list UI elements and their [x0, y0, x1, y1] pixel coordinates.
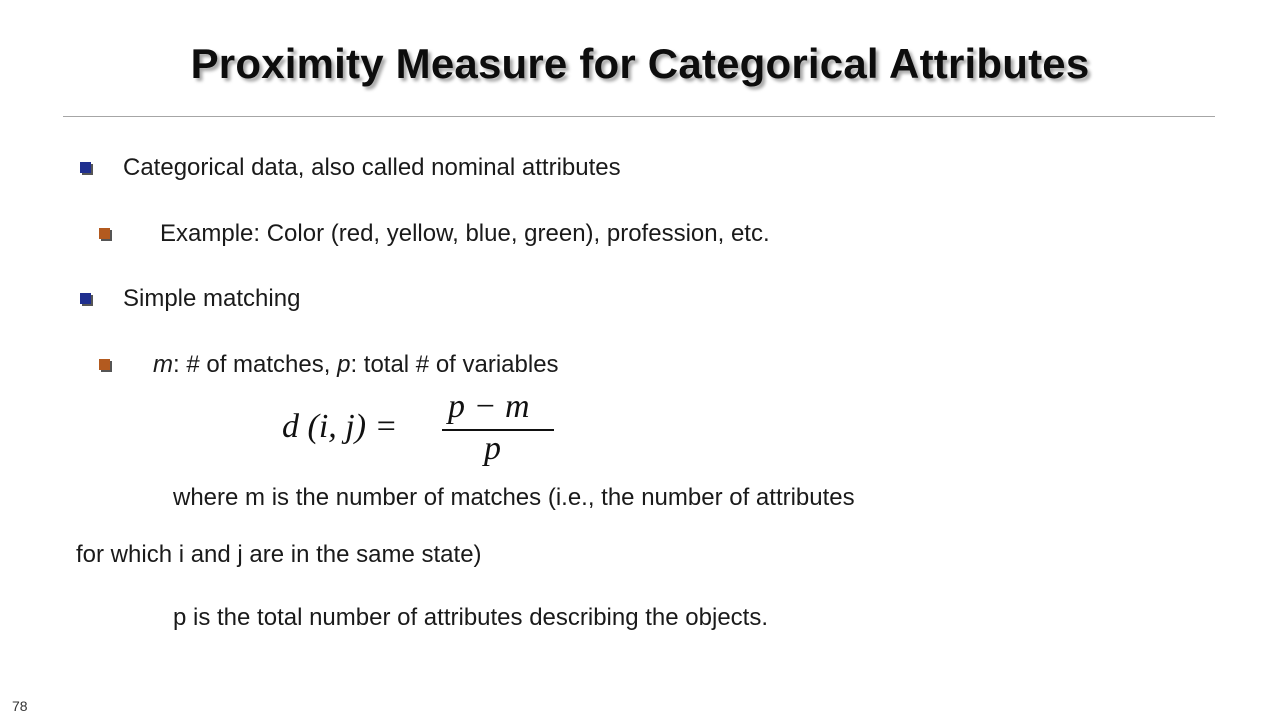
- m-variable: m: [153, 351, 173, 378]
- formula-lhs: d (i, j) =: [282, 408, 398, 445]
- title-divider: [63, 116, 1215, 117]
- bullet-text: Simple matching: [123, 285, 301, 312]
- bullet-square-icon: [80, 162, 91, 173]
- sub-bullet-text: Example: Color (red, yellow, blue, green), profession, etc.: [160, 220, 770, 247]
- bullet-square-icon: [80, 293, 91, 304]
- slide-title: Proximity Measure for Categorical Attributes: [190, 40, 1090, 87]
- definition-text: [153, 351, 559, 379]
- p-variable: p: [337, 351, 351, 378]
- formula-numerator: p − m: [448, 388, 530, 425]
- sub-bullet-square-icon: [99, 228, 110, 239]
- sub-bullet-square-icon: [99, 359, 110, 370]
- explanation-line-3: p is the total number of attributes describing the objects.: [173, 604, 768, 631]
- explanation-line-1: where m is the number of matches (i.e., the number of attributes: [173, 484, 855, 511]
- bullet-text: Categorical data, also called nominal attributes: [123, 154, 621, 181]
- distance-formula: [282, 388, 562, 467]
- explanation-line-2: for which i and j are in the same state): [76, 541, 482, 568]
- m-description: : # of matches,: [173, 351, 338, 378]
- p-description: : total # of variables: [350, 351, 559, 378]
- formula-denominator: p: [484, 430, 501, 467]
- page-number: 78: [12, 698, 28, 714]
